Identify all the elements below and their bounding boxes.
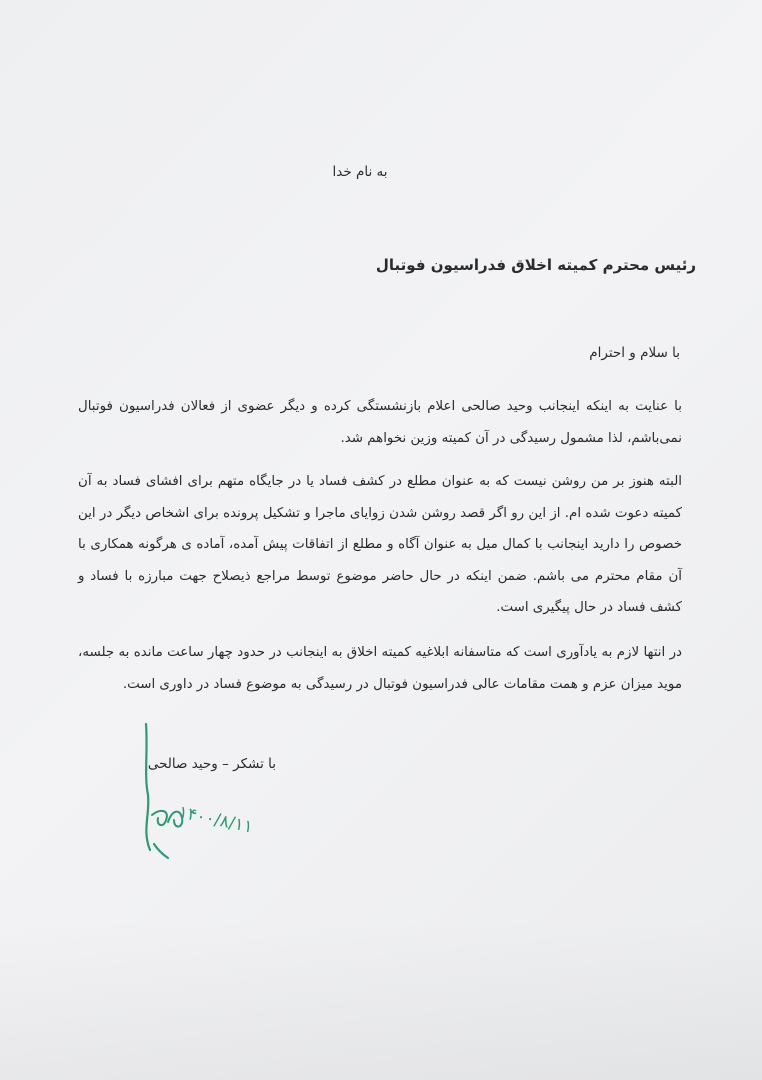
recipient-title: رئیس محترم کمیته اخلاق فدراسیون فوتبال [375, 256, 696, 274]
paragraph-3: در انتها لازم به یادآوری است که متاسفانه ابلاغیه کمیته اخلاق به اینجانب در حدود چهار ساعت مانده به جلسه، موید میزان عزم و همت مقامات عالی فدراسیون فوتبال در رسیدگی به موضوع فساد در داوری است. [78, 645, 682, 692]
paragraph-1: با عنایت به اینکه اینجانب وحید صالحی اعلام بازنشستگی کرده و دیگر عضوی از فعالان فدراسیون فوتبال نمی‌باشم، لذا مشمول رسیدگی در آن کمیته وزین نخواهم شد. [78, 399, 682, 446]
paper-shadow [0, 920, 762, 1080]
paragraph-2: البته هنوز بر من روشن نیست که به عنوان مطلع در کشف فساد یا در جایگاه متهم برای افشای فساد به آن کمیته دعوت شده ام. از این رو اگر قصد روشن شدن زوایای ماجرا و تشکیل پرونده برای اشخاص دیگر در این خصوص را دارید اینجانب با کمال میل به عنوان آگاه و مطلع از اتفاقات پیش آمده، آماده ی هرگونه همکاری با آن مقام محترم می باشم. ضمن اینکه در حال حاضر موضوع توسط مراجع ذیصلاح جهت مبارزه با فساد و کشف فساد در حال پیگیری است. [78, 474, 682, 615]
signature-date: ۱۴۰۰/۸/۱۱ [176, 802, 255, 838]
closing-line: با تشکر – وحید صالحی [147, 756, 276, 772]
salutation: با سلام و احترام [589, 345, 680, 361]
signature-mark [130, 720, 280, 870]
basmala-heading: به نام خدا [332, 164, 388, 180]
